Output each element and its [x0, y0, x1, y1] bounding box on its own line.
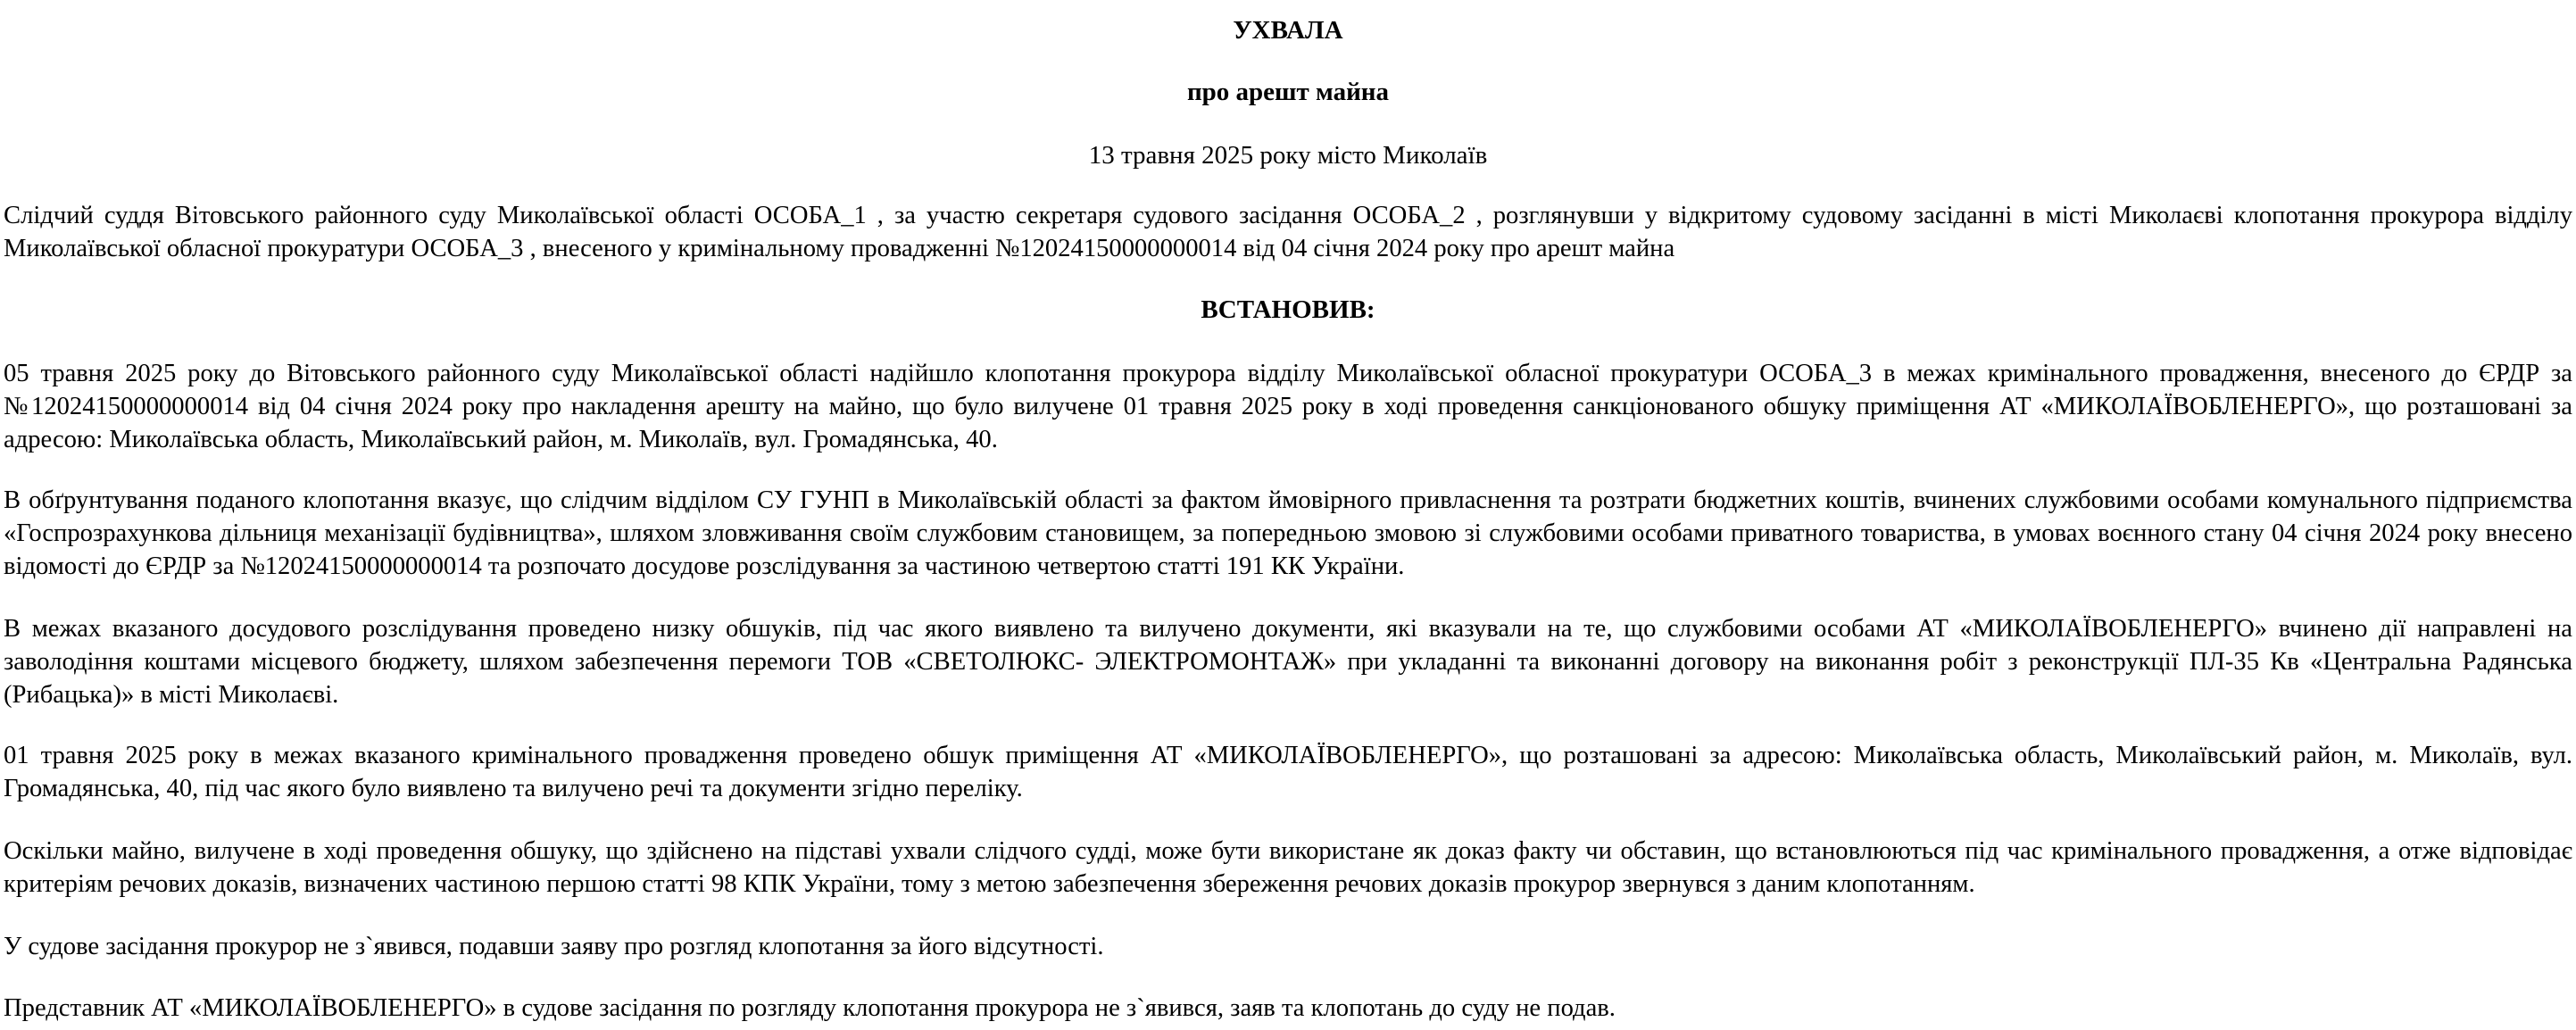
- document-title: УХВАЛА: [1233, 16, 1343, 45]
- document-subtitle: про арешт майна: [1186, 78, 1390, 106]
- paragraph-prosecutor-absent: У судове засідання прокурор не з`явився, подавши заяву про розгляд клопотання за його відсутності.: [4, 933, 1104, 960]
- established-heading: ВСТАНОВИВ:: [1201, 295, 1375, 324]
- document-date-place: 13 травня 2025 року місто Миколаїв: [1088, 141, 1488, 170]
- paragraph-representative-absent: Представник АТ «МИКОЛАЇВОБЛЕНЕРГО» в судове засідання по розгляду клопотання прокурора не з`явився, заяв та клопотань до суду не подав.: [4, 994, 1616, 1022]
- paragraph-evidence-criteria: Оскільки майно, вилучене в ході проведення обшуку, що здійснено на підставі ухвали слідчого судді, може бути використане як доказ факту чи обставин, що встановлюються під час кримінального провадження, а отже відповідає критеріям речових доказів, визначених частиною першою статті 98 КПК України, тому з метою забезпечення збереження речових доказів прокурор звернувся з даним клопотанням.: [4, 837, 2572, 898]
- paragraph-justification: В обґрунтування поданого клопотання вказує, що слідчим відділом СУ ГУНП в Миколаївській області за фактом ймовірного привласнення та розтрати бюджетних коштів, вчинених службовими особами комунального підприємства «Госпрозрахункова дільниця механізації будівництва», шляхом зловживання своїм службовим становищем, за попередньою змовою зі службовими особами приватного товариства, в умовах воєнного стану 04 січня 2024 року внесено відомості до ЄРДР за №12024150000000014 та розпочато досудове розслідування за частиною четвертою статті 191 КК України.: [4, 486, 2572, 580]
- paragraph-search-conducted: 01 травня 2025 року в межах вказаного кримінального провадження проведено обшук приміщення АТ «МИКОЛАЇВОБЛЕНЕРГО», що розташовані за адресою: Миколаївська область, Миколаївський район, м. Миколаїв, вул. Громадянська, 40, під час якого було виявлено та вилучено речі та документи згідно переліку.: [4, 742, 2572, 802]
- intro-paragraph: Слідчий суддя Вітовського районного суду Миколаївської області ОСОБА_1 , за участю секретаря судового засідання ОСОБА_2 , розглянувши у відкритому судовому засіданні в місті Миколаєві клопотання прокурора відділу Миколаївської обласної прокуратури ОСОБА_3 , внесеного у кримінальному провадженні №12024150000000014 від 04 січня 2024 року про арешт майна: [4, 202, 2572, 262]
- paragraph-petition-received: 05 травня 2025 року до Вітовського районного суду Миколаївської області надійшло клопотання прокурора відділу Миколаївської обласної прокуратури ОСОБА_3 в межах кримінального провадження, внесеного до ЄРДР за №12024150000000014 від 04 січня 2024 року про накладення арешту на майно, що було вилучене 01 травня 2025 року в ході проведення санкціонованого обшуку приміщення АТ «МИКОЛАЇВОБЛЕНЕРГО», що розташовані за адресою: Миколаївська область, Миколаївський район, м. Миколаїв, вул. Громадянська, 40.: [4, 360, 2572, 453]
- paragraph-searches: В межах вказаного досудового розслідування проведено низку обшуків, під час якого виявлено та вилучено документи, які вказували на те, що службовими особами АТ «МИКОЛАЇВОБЛЕНЕРГО» вчинено дії направлені на заволодіння коштами місцевого бюджету, шляхом забезпечення перемоги ТОВ «СВЕТОЛЮКС- ЭЛЕКТРОМОНТАЖ» при укладанні та виконанні договору на виконання робіт з реконструкції ПЛ-35 Кв «Центральна Радянська (Рибацька)» в місті Миколаєві.: [4, 615, 2572, 709]
